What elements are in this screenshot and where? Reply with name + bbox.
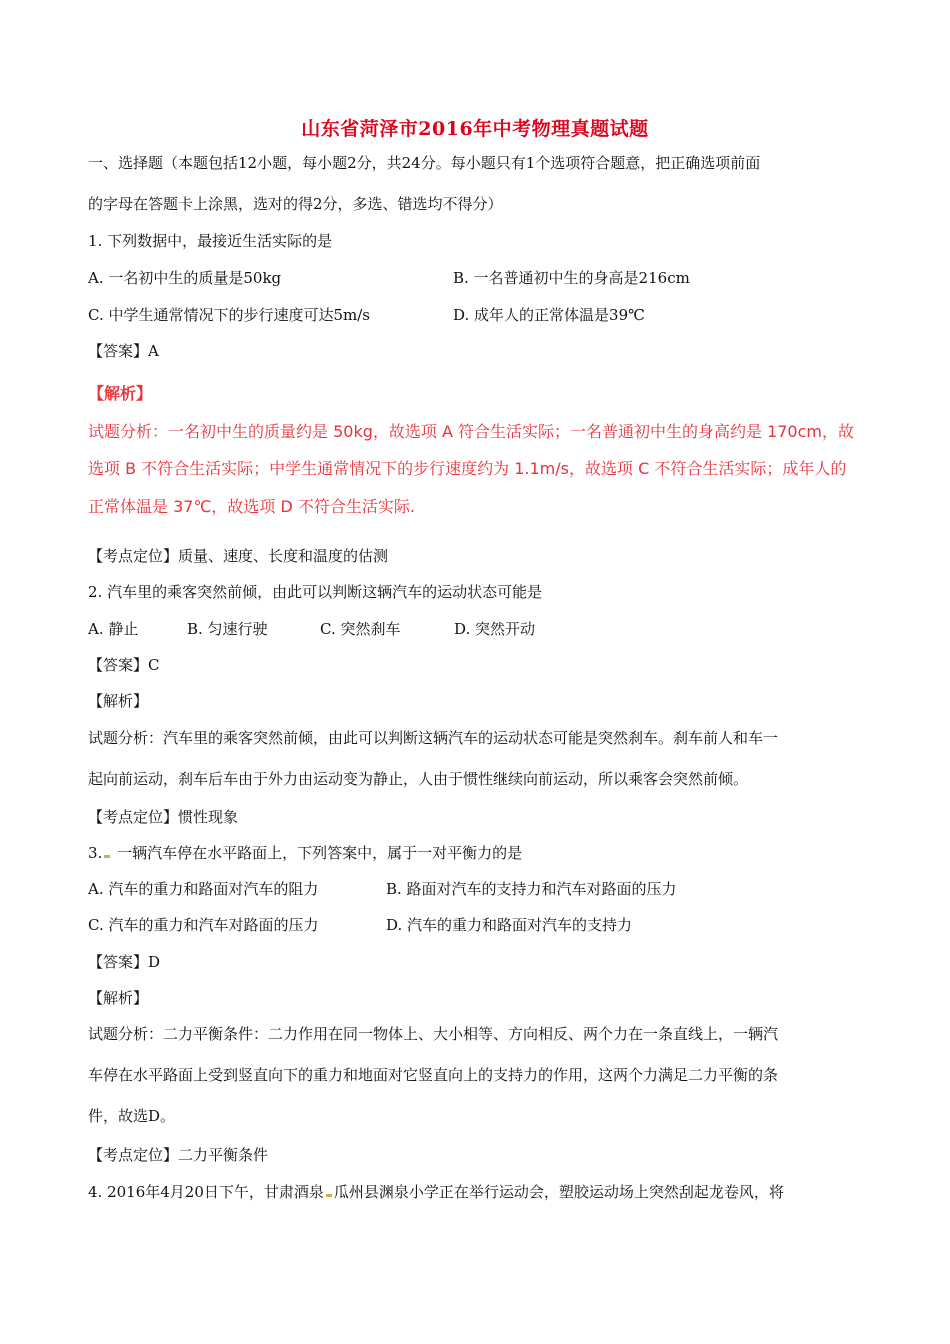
q3-answer: 【答案】D: [88, 953, 161, 971]
q2-stem: 2. 汽车里的乘客突然前倾，由此可以判断这辆汽车的运动状态可能是: [88, 583, 543, 601]
q2-analysis-heading: 【解析】: [88, 692, 149, 710]
q1-knowledge-point: 【考点定位】质量、速度、长度和温度的估测: [88, 547, 389, 565]
q1-answer: 【答案】A: [88, 342, 159, 360]
section-intro-line-1: 一、选择题（本题包括12小题，每小题2分，共24分。每小题只有1个选项符合题意，把正确选项前面: [88, 154, 761, 172]
q1-option-b: B. 一名普通初中生的身高是216cm: [453, 269, 690, 287]
q2-option-b: B. 匀速行驶: [187, 620, 268, 638]
q3-knowledge-point: 【考点定位】二力平衡条件: [88, 1146, 269, 1164]
q3-option-b: B. 路面对汽车的支持力和汽车对路面的压力: [386, 880, 677, 898]
q3-analysis-line-1: 试题分析：二力平衡条件：二力作用在同一物体上、大小相等、方向相反、两个力在一条直线上，一辆汽: [88, 1025, 779, 1043]
q1-option-c: C. 中学生通常情况下的步行速度可达5m/s: [88, 306, 370, 324]
q3-stem: [88, 843, 522, 863]
q3-stem-text: 一辆汽车停在水平路面上，下列答案中，属于一对平衡力的是: [117, 844, 523, 862]
q2-analysis-line-2: 起向前运动，刹车后车由于外力由运动变为静止，人由于惯性继续向前运动，所以乘客会突然前倾。: [88, 770, 749, 788]
q1-analysis-line-1: 试题分析：一名初中生的质量约是 50kg，故选项 A 符合生活实际；一名普通初中生的身高约是 170cm，故: [88, 422, 854, 441]
q4-stem-part-2: 瓜州县渊泉小学正在举行运动会，塑胶运动场上突然刮起龙卷风，将: [333, 1183, 784, 1201]
q4-stem-part-1: 4. 2016年4月20日下午，甘肃酒泉: [88, 1183, 324, 1201]
q2-option-d: D. 突然开动: [454, 620, 536, 638]
q1-stem: 1. 下列数据中，最接近生活实际的是: [88, 232, 333, 250]
q3-analysis-line-3: 件，故选D。: [88, 1107, 176, 1125]
q1-analysis-heading: 【解析】: [88, 384, 153, 403]
q1-analysis-line-3: 正常体温是 37℃，故选项 D 不符合生活实际.: [88, 497, 415, 516]
section-intro-line-2: 的字母在答题卡上涂黑，选对的得2分，多选、错选均不得分）: [88, 195, 503, 213]
q1-option-d: D. 成年人的正常体温是39℃: [453, 306, 645, 324]
document-title: 山东省菏泽市2016年中考物理真题试题: [301, 118, 649, 140]
q3-analysis-line-2: 车停在水平路面上受到竖直向下的重力和地面对它竖直向上的支持力的作用，这两个力满足二力平衡的条: [88, 1066, 779, 1084]
q2-knowledge-point: 【考点定位】惯性现象: [88, 808, 239, 826]
q2-analysis-line-1: 试题分析：汽车里的乘客突然前倾，由此可以判断这辆汽车的运动状态可能是突然刹车。刹车前人和车一: [88, 729, 779, 747]
q3-number: 3.: [88, 844, 103, 862]
q1-option-a: A. 一名初中生的质量是50kg: [88, 269, 282, 287]
edit-mark-icon: [104, 855, 110, 858]
q3-option-a: A. 汽车的重力和路面对汽车的阻力: [88, 880, 319, 898]
q3-option-d: D. 汽车的重力和路面对汽车的支持力: [386, 916, 633, 934]
q1-analysis-line-2: 选项 B 不符合生活实际；中学生通常情况下的步行速度约为 1.1m/s，故选项 C 不符合生活实际；成年人的: [88, 459, 847, 478]
q2-option-c: C. 突然刹车: [320, 620, 401, 638]
q3-analysis-heading: 【解析】: [88, 989, 149, 1007]
q3-option-c: C. 汽车的重力和汽车对路面的压力: [88, 916, 319, 934]
q2-answer: 【答案】C: [88, 656, 160, 674]
q4-stem: [88, 1182, 784, 1202]
edit-mark-icon: [326, 1194, 332, 1197]
q2-option-a: A. 静止: [88, 620, 139, 638]
